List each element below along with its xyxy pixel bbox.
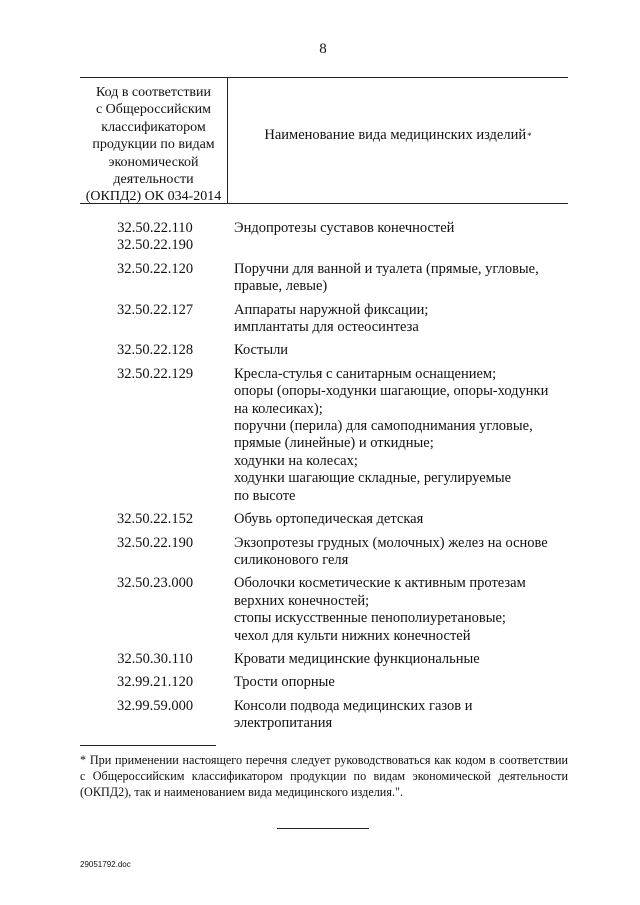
row-name: Кресла-стулья с санитарным оснащением; опоры (опоры-ходунки шагающие, опоры-ходунки на колесиках); поручни (перила) для самоподнимания угловые, прямые (линейные) и откидные; ходунки на колесах; ходунки шагающие складные, регулируемые по высоте [234, 365, 549, 504]
table-row [80, 535, 570, 570]
row-name: Кровати медицинские функциональные [234, 650, 480, 667]
page-number: 8 [319, 41, 327, 57]
row-name: Поручни для ванной и туалета (прямые, угловые, правые, левые) [234, 260, 539, 295]
table-row [80, 366, 570, 505]
row-code: 32.50.30.110 [117, 650, 193, 667]
row-code: 32.50.22.110 32.50.22.190 [116, 220, 194, 254]
row-name: Костыли [234, 342, 289, 359]
table-row [80, 342, 570, 359]
row-name: Аппараты наружной фиксации; имплантаты для остеосинтеза [234, 301, 429, 336]
row-code: 32.50.22.120 [116, 260, 194, 277]
row-name: Консоли подвода медицинских газов и электропитания [234, 697, 473, 732]
table-row [80, 511, 570, 528]
row-code: 32.50.22.128 [116, 342, 194, 359]
header-name-column [228, 78, 568, 203]
table-row [80, 220, 570, 255]
document-filename: 29051792.doc [80, 860, 131, 869]
row-name: Экзопротезы грудных (молочных) желез на основе силиконового геля [234, 534, 548, 568]
row-code: 32.50.23.000 [116, 575, 194, 592]
table-row [80, 674, 570, 691]
footnote-divider [80, 745, 216, 746]
row-code: 32.50.22.152 [116, 511, 194, 528]
row-name: Эндопротезы суставов конечностей [234, 220, 455, 236]
row-code: 32.50.22.127 [116, 301, 194, 318]
header-name-label: Наименование вида медицинских изделий [264, 127, 527, 143]
row-code: 32.50.22.190 [116, 534, 194, 551]
footnote: * При применении настоящего перечня следует руководствоваться как кодом в соответствии с Общероссийским классификатором продукции по видам экономической деятельности (ОКПД2), так и наименованием вида медицинского изделия.". [80, 753, 568, 800]
table-row [80, 698, 570, 733]
row-name: Трости опорные [234, 674, 335, 691]
row-code: 32.99.59.000 [116, 697, 194, 714]
row-code: 32.50.22.129 [116, 365, 194, 382]
table-row [80, 651, 570, 668]
footnote-mark: * [527, 130, 532, 141]
table-row [80, 261, 570, 296]
row-name: Обувь ортопедическая детская [234, 511, 424, 528]
end-divider [277, 828, 369, 829]
header-code-column: Код в соответствии с Общероссийским классификатором продукции по видам экономической деятельности (ОКПД2) ОК 034-2014 [80, 78, 228, 203]
table-row [80, 302, 570, 337]
table-body [80, 220, 570, 739]
row-code: 32.99.21.120 [116, 674, 194, 691]
table-header [80, 77, 568, 204]
row-name: Оболочки косметические к активным протезам верхних конечностей; стопы искусственные пенополиуретановые; чехол для культи нижних конечностей [234, 575, 526, 644]
table-row [80, 575, 570, 645]
